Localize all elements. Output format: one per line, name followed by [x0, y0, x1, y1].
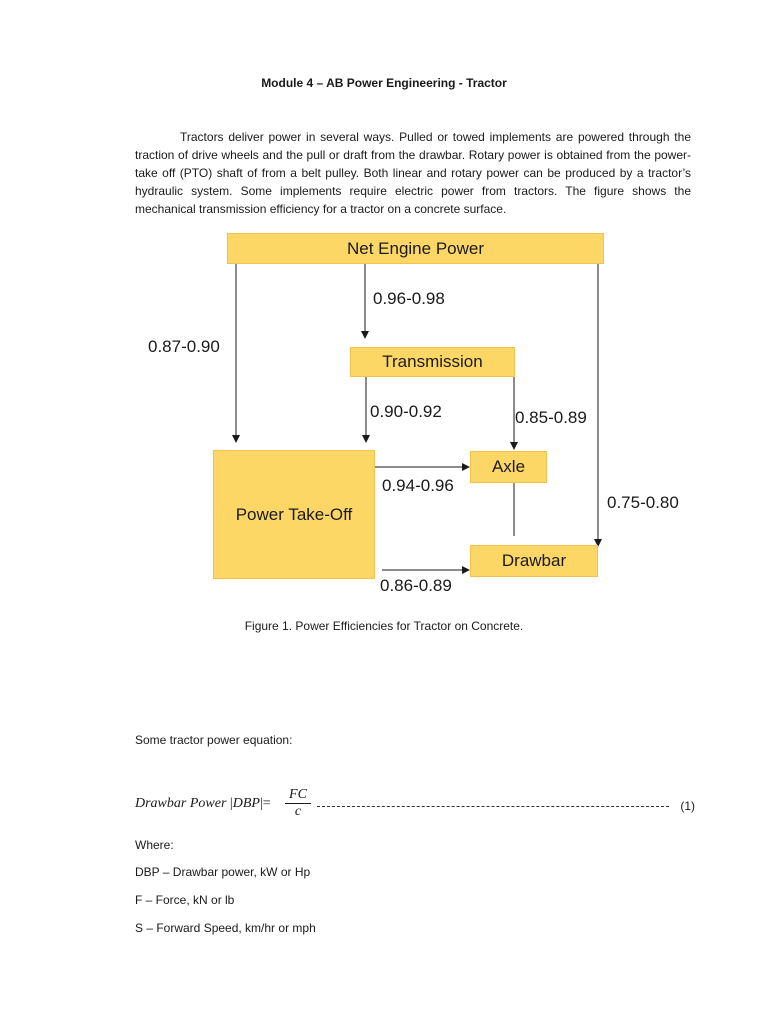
- equation-abbr: DBP: [232, 796, 260, 811]
- efficiency-pto-to-axle: 0.94-0.96: [382, 476, 454, 495]
- power-take-off-box: Power Take-Off: [213, 450, 375, 579]
- equations-intro: Some tractor power equation:: [135, 733, 293, 747]
- efficiency-transmission-to-axle: 0.85-0.89: [515, 408, 587, 427]
- figure-caption: Figure 1. Power Efficiencies for Tractor on Concrete.: [244, 619, 524, 633]
- efficiency-pto-to-drawbar: 0.86-0.89: [380, 576, 452, 595]
- definition-dbp: DBP – Drawbar power, kW or Hp: [135, 865, 311, 879]
- efficiency-engine-to-drawbar: 0.75-0.80: [607, 493, 679, 512]
- net-engine-power-box: Net Engine Power: [227, 233, 604, 264]
- definition-force: F – Force, kN or lb: [135, 893, 235, 907]
- equation-fraction: [285, 787, 311, 820]
- equation-numerator: FC: [285, 787, 311, 804]
- drawbar-power-equation: [135, 788, 695, 822]
- axle-box: Axle: [470, 451, 547, 483]
- drawbar-box: Drawbar: [470, 545, 598, 577]
- document-title: Module 4 – AB Power Engineering - Tractor: [261, 76, 507, 90]
- definition-speed: S – Forward Speed, km/hr or mph: [135, 921, 316, 935]
- equation-lhs: Drawbar Power |DBP|=: [135, 796, 271, 811]
- equation-leader: [317, 799, 695, 813]
- efficiency-engine-to-transmission: 0.96-0.98: [373, 289, 445, 308]
- power-efficiency-diagram: [120, 225, 679, 605]
- transmission-box: Transmission: [350, 347, 515, 377]
- where-label: Where:: [135, 838, 174, 852]
- intro-paragraph: Tractors deliver power in several ways. Pulled or towed implements are powered through the traction of drive wheels and the pull or draft from the drawbar. Rotary power is obtained from the power-take off (PTO) shaft of from a belt pulley. Both linear and rotary power can be produced by a tractor’s hydraulic system. Some implements require electric power from tractors. The figure shows the mechanical transmission efficiency for a tractor on a concrete surface.: [135, 130, 691, 216]
- equation-lhs-text: Drawbar Power: [135, 796, 227, 811]
- equation-denominator: c: [294, 804, 302, 819]
- efficiency-transmission-to-pto: 0.90-0.92: [370, 402, 442, 421]
- efficiency-engine-to-pto: 0.87-0.90: [148, 337, 220, 356]
- equation-number: (1): [680, 799, 695, 813]
- equation-dash-leader: [317, 806, 669, 807]
